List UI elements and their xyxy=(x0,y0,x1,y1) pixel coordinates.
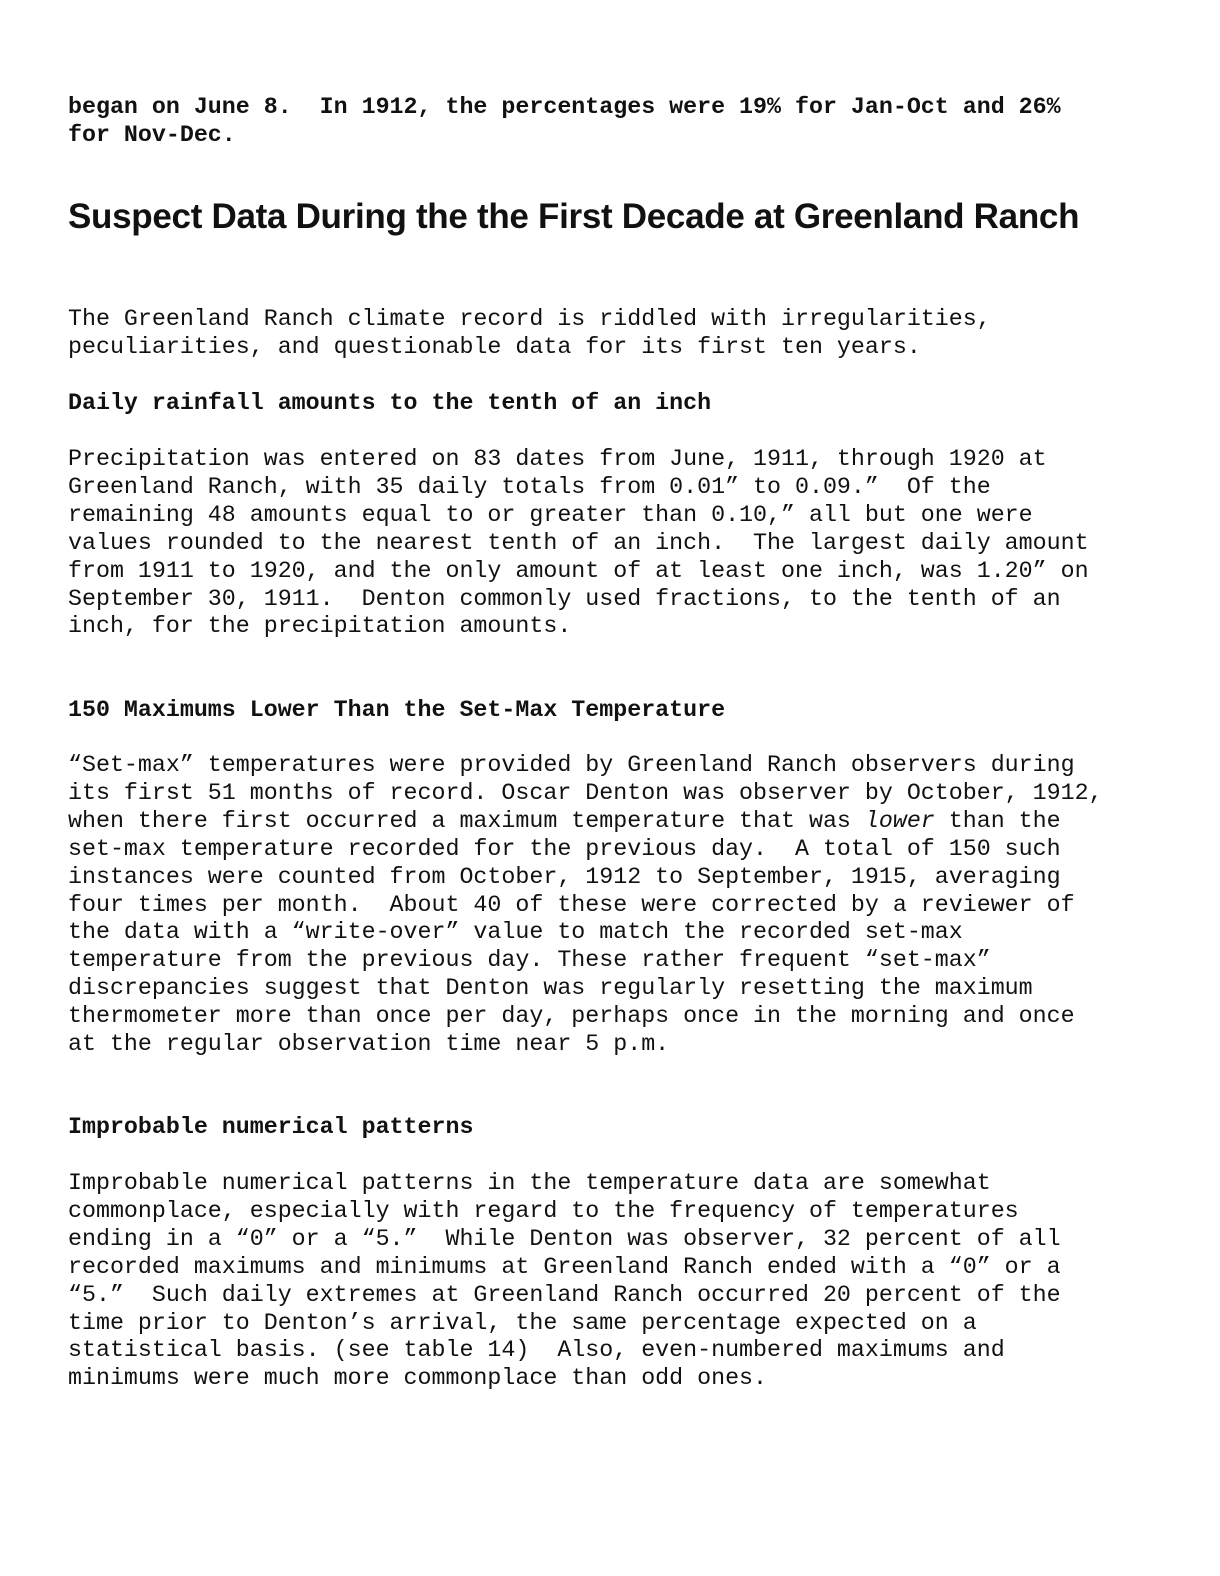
text-line: “Set-max” temperatures were provided by Greenland Ranch observers during xyxy=(68,752,1075,778)
text-line: its first 51 months of record. Oscar Denton was observer by October, 1912, xyxy=(68,779,1103,806)
text-line: instances were counted from October, 1912 to September, 1915, averaging xyxy=(68,863,1061,890)
text-line: from 1911 to 1920, and the only amount of at least one inch, was 1.20” on xyxy=(68,557,1089,584)
text-line: the data with a “write-over” value to match the recorded set-max xyxy=(68,919,963,946)
text-line: The Greenland Ranch climate record is riddled with irregularities, xyxy=(68,306,991,332)
text-line: set-max temperature recorded for the previous day. A total of 150 such xyxy=(68,835,1061,862)
text-line: began on June 8. In 1912, the percentages were 19% for Jan-Oct and 26% xyxy=(68,94,1061,120)
text-line: ending in a “0” or a “5.” While Denton was observer, 32 percent of all xyxy=(68,1225,1061,1252)
text-line: “5.” Such daily extremes at Greenland Ranch occurred 20 percent of the xyxy=(68,1281,1061,1308)
setmax-paragraph xyxy=(68,752,1103,1059)
text-line: Precipitation was entered on 83 dates from June, 1911, through 1920 at xyxy=(68,446,1047,472)
text-line: remaining 48 amounts equal to or greater than 0.10,” all but one were xyxy=(68,501,1033,528)
text-line: four times per month. About 40 of these were corrected by a reviewer of xyxy=(68,891,1075,918)
text-span: than the xyxy=(934,807,1061,834)
text-line: inch, for the precipitation amounts. xyxy=(68,613,572,640)
text-line: discrepancies suggest that Denton was regularly resetting the maximum xyxy=(68,975,1033,1002)
text-line: time prior to Denton’s arrival, the same percentage expected on a xyxy=(68,1309,977,1336)
text-line: Greenland Ranch, with 35 daily totals from 0.01” to 0.09.” Of the xyxy=(68,473,991,500)
text-line: at the regular observation time near 5 p.m. xyxy=(68,1031,670,1058)
continued-paragraph xyxy=(68,94,1061,150)
text-line: commonplace, especially with regard to the frequency of temperatures xyxy=(68,1197,1019,1224)
text-line: September 30, 1911. Denton commonly used fractions, to the tenth of an xyxy=(68,585,1061,612)
patterns-heading: Improbable numerical patterns xyxy=(68,1114,474,1140)
emphasis-text: lower xyxy=(864,807,935,834)
patterns-paragraph xyxy=(68,1170,1061,1393)
setmax-heading: 150 Maximums Lower Than the Set-Max Temperature xyxy=(68,697,726,723)
text-line xyxy=(68,808,1103,836)
text-line: statistical basis. (see table 14) Also, even-numbered maximums and xyxy=(68,1337,1005,1364)
text-line: thermometer more than once per day, perhaps once in the morning and once xyxy=(68,1003,1075,1030)
rainfall-paragraph xyxy=(68,446,1089,641)
text-line: temperature from the previous day. These rather frequent “set-max” xyxy=(68,947,991,974)
text-span: when there first occurred a maximum temperature that was xyxy=(68,807,865,834)
text-line: Improbable numerical patterns in the temperature data are somewhat xyxy=(68,1170,991,1196)
opening-paragraph xyxy=(68,306,991,362)
text-line: minimums were much more commonplace than odd ones. xyxy=(68,1365,768,1392)
text-line: recorded maximums and minimums at Greenland Ranch ended with a “0” or a xyxy=(68,1253,1061,1280)
text-line: peculiarities, and questionable data for its first ten years. xyxy=(68,333,921,360)
section-title: Suspect Data During the the First Decade at Greenland Ranch xyxy=(68,197,1080,236)
text-line: for Nov-Dec. xyxy=(68,121,236,148)
text-line: values rounded to the nearest tenth of an inch. The largest daily amount xyxy=(68,529,1089,556)
rainfall-heading: Daily rainfall amounts to the tenth of an inch xyxy=(68,390,712,416)
